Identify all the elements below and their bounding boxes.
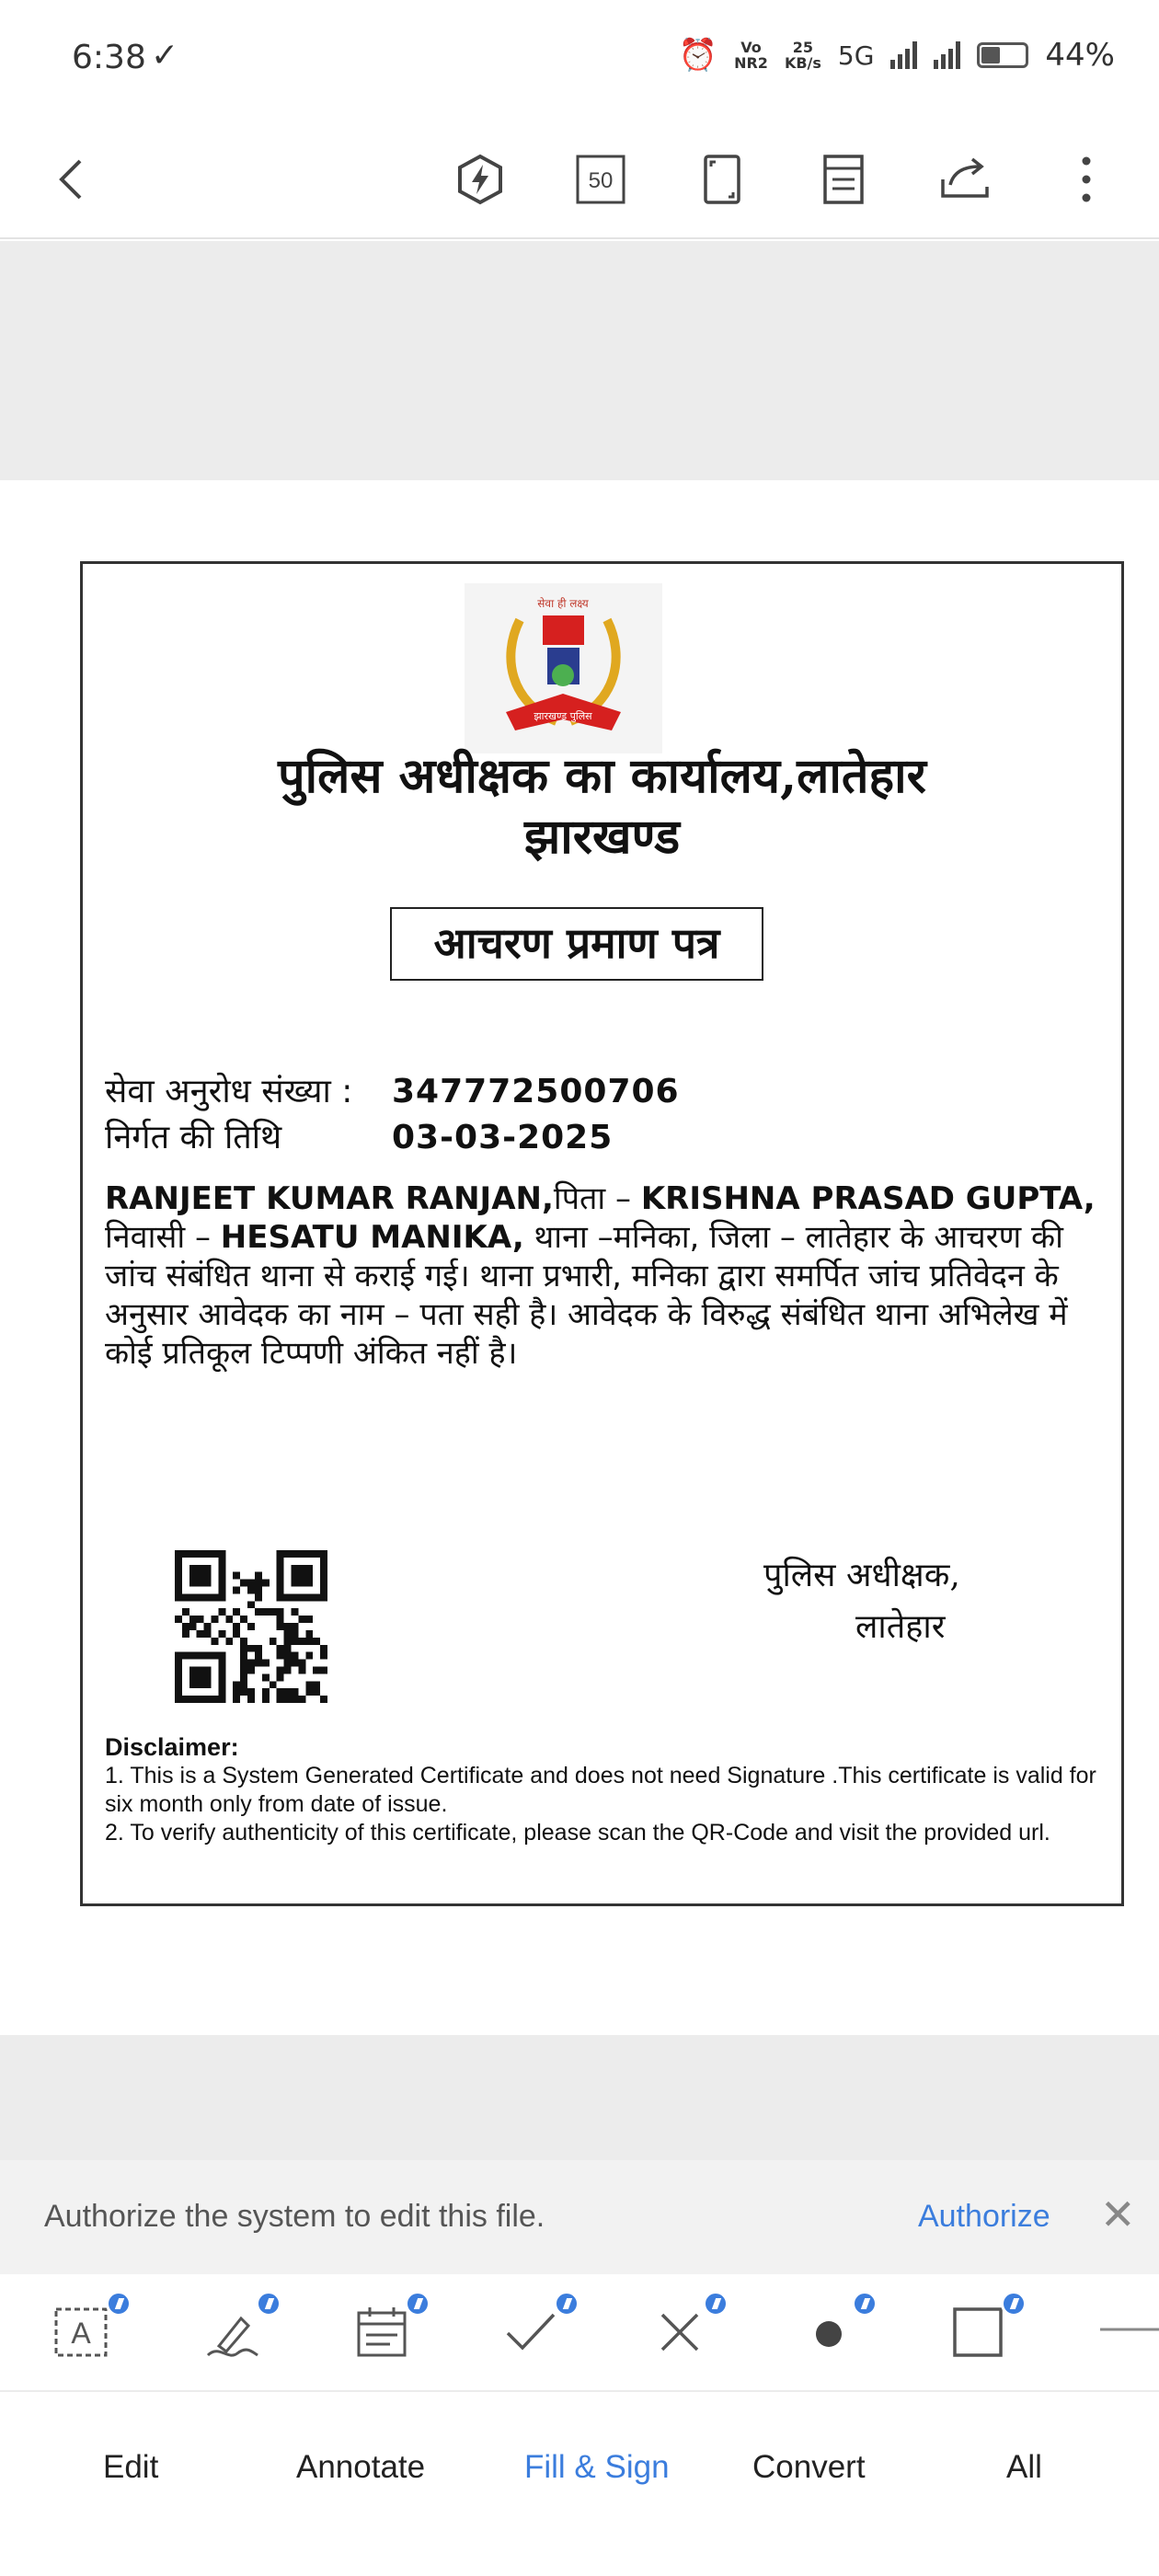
authorize-button[interactable]: Authorize [918,2199,1050,2234]
fullscreen-icon[interactable] [690,147,754,212]
office-state: झारखण्ड [523,809,681,865]
dot-icon[interactable] [797,2300,861,2364]
disclaimer-item: 2. To verify authenticity of this certificate, please scan the QR-Code and visit the provided url. [105,1820,1050,1846]
rectangle-icon[interactable] [946,2300,1010,2364]
viewer-gap-top [0,241,1159,480]
issue-date-row [105,1113,613,1158]
volte-indicator: Vo NR2 [734,39,768,72]
disclaimer [105,1733,1098,1847]
premium-badge-icon [554,2291,580,2317]
network-speed: 25 KB/s [784,39,821,72]
disclaimer-heading: Disclaimer: [105,1733,239,1761]
svg-text:A: A [71,2317,91,2350]
top-toolbar [0,120,1159,239]
date-icon[interactable] [350,2300,414,2364]
reading-mode-icon[interactable] [811,147,876,212]
signatory-title: पुलिस अधीक्षक, [763,1557,960,1594]
authorize-message: Authorize the system to edit this file. [44,2199,545,2234]
ai-icon[interactable] [448,147,512,212]
office-title: पुलिस अधीक्षक का कार्यालय,लातेहार [278,748,926,804]
signatory-location: लातेहार [855,1608,946,1646]
signal-icon-2 [934,41,960,69]
status-indicators [679,37,1115,74]
qr-code[interactable] [175,1550,327,1703]
premium-badge-icon [256,2291,281,2317]
more-icon[interactable] [1054,147,1119,212]
disclaimer-item: 1. This is a System Generated Certificate and does not need Signature .This certificate is valid for six month only from date of issue. [105,1763,1096,1817]
residence: HESATU MANIKA, [220,1219,524,1256]
premium-badge-icon [405,2291,430,2317]
nav-fill-sign[interactable]: Fill & Sign [524,2449,670,2485]
viewer-gap-bottom [0,2035,1159,2160]
checkmark-notification-icon: ✓ [151,37,179,75]
premium-badge-icon [106,2291,132,2317]
issue-date-label: निर्गत की तिथि [105,1119,282,1156]
premium-badge-icon [703,2291,729,2317]
alarm-icon: ⏰ [678,37,718,74]
signature-pen-icon[interactable] [201,2300,265,2364]
page-count-label: 50 [588,168,614,193]
certificate-title: आचरण प्रमाण पत्र [390,907,763,981]
text-box-icon[interactable] [51,2300,115,2364]
battery-icon [977,42,1028,68]
cross-icon[interactable] [648,2300,712,2364]
nav-edit[interactable]: Edit [103,2449,159,2485]
nav-convert[interactable]: Convert [752,2449,866,2485]
premium-badge-icon [852,2291,878,2317]
signal-icon [890,41,917,69]
close-icon[interactable]: ✕ [1100,2190,1136,2239]
premium-badge-icon [1001,2291,1027,2317]
police-emblem [465,583,662,753]
father-name: KRISHNA PRASAD GUPTA, [640,1180,1096,1217]
battery-percent: 44% [1045,37,1115,74]
network-type: 5G [837,40,875,71]
status-bar [0,0,1159,120]
emblem-ribbon: झारखण्ड पुलिस [534,710,592,722]
issue-date: 03-03-2025 [392,1119,614,1156]
fill-sign-tools [0,2274,1159,2392]
service-request-label: सेवा अनुरोध संख्या : [105,1073,353,1110]
share-icon[interactable] [933,147,997,212]
nav-all[interactable]: All [1006,2449,1042,2485]
applicant-name: RANJEET KUMAR RANJAN, [105,1180,554,1217]
authorize-banner [0,2160,1159,2274]
body-statement: थाना –मनिका, जिला – लातेहार के आचरण की जांच संबंधित थाना से कराई गई। थाना प्रभारी, मनिका द्वारा समर्पित जांच प्रतिवेदन के अनुसार आवेदक का नाम – पता सही है। आवेदक के विरुद्ध संबंधित थाना अभिलेख में कोई प्रतिकूल टिप्पणी अंकित नहीं है। [105,1219,1068,1372]
status-time: 6:38 [72,39,146,76]
emblem-motto: सेवा ही लक्ष्य [537,597,589,610]
line-icon[interactable] [1095,2300,1159,2364]
back-icon[interactable] [40,147,105,212]
bottom-navigation [0,2392,1159,2576]
page-count-icon[interactable] [568,147,633,212]
service-request-row [105,1067,680,1112]
service-request-number: 347772500706 [392,1073,680,1110]
checkmark-icon[interactable] [499,2300,563,2364]
certificate-body: RANJEET KUMAR RANJAN,पिता – KRISHNA PRASAD GUPTA, निवासी – HESATU MANIKA, थाना –मनिका, जिला – लातेहार के आचरण की जांच संबंधित थाना से कराई गई। थाना प्रभारी, मनिका द्वारा समर्पित जांच प्रतिवेदन के अनुसार आवेदक का नाम – पता सही है। आवेदक के विरुद्ध संबंधित थाना अभिलेख में कोई प्रतिकूल टिप्पणी अंकित नहीं है। [105,1180,1096,1372]
nav-annotate[interactable]: Annotate [296,2449,426,2485]
